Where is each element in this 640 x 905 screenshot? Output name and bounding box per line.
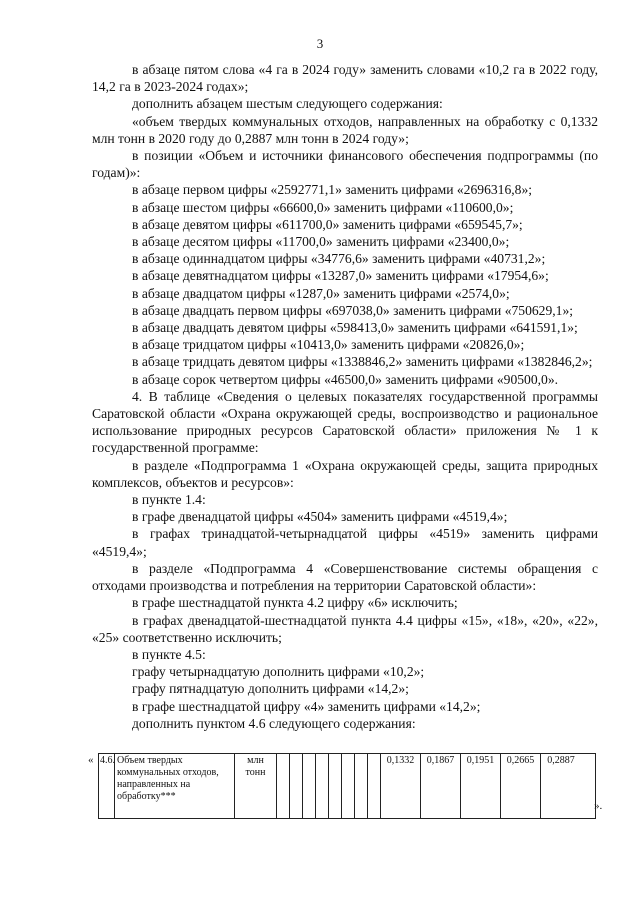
paragraph: графу четырнадцатую дополнить цифрами «10,2»;	[132, 664, 425, 680]
paragraph: графу пятнадцатую дополнить цифрами «14,2»;	[132, 681, 409, 697]
paragraph: в позиции «Объем и источники финансового обеспечения подпрограммы (по годам)»:	[92, 148, 598, 181]
table-cell-name: Объем твердых коммунальных отходов, направленных на обработку***	[115, 754, 235, 818]
paragraph: в абзаце тридцатом цифры «10413,0» заменить цифрами «20826,0»;	[132, 337, 525, 353]
table-cell-empty	[329, 754, 342, 818]
paragraph: в абзаце десятом цифры «11700,0» заменить цифрами «23400,0»;	[132, 234, 510, 250]
paragraph: в абзаце двадцать первом цифры «697038,0» заменить цифрами «750629,1»;	[132, 302, 574, 318]
paragraph: дополнить абзацем шестым следующего содержания:	[132, 96, 443, 112]
paragraph: в пункте 4.5:	[132, 646, 206, 662]
paragraph: в абзаце первом цифры «2592771,1» заменить цифрами «2696316,8»;	[132, 182, 533, 198]
paragraph: в абзаце девятнадцатом цифры «13287,0» заменить цифрами «17954,6»;	[132, 268, 549, 284]
table-cell-empty	[303, 754, 316, 818]
table-cell-value: 0,1332	[381, 754, 421, 818]
table-cell-value: 0,1867	[421, 754, 461, 818]
paragraph: в абзаце двадцать девятом цифры «598413,0» заменить цифрами «641591,1»;	[132, 320, 578, 336]
table-row	[98, 753, 596, 819]
table-cell-value: 0,2887	[547, 755, 575, 766]
table-cell-empty	[290, 754, 303, 818]
table-cell-empty	[316, 754, 329, 818]
table-cell-number: 4.6.	[99, 754, 115, 818]
paragraph: в пункте 1.4:	[132, 492, 206, 508]
table-cell-empty	[277, 754, 290, 818]
paragraph: в абзаце тридцать девятом цифры «1338846,2» заменить цифрами «1382846,2»;	[132, 354, 593, 370]
paragraph: в абзаце девятом цифры «611700,0» заменить цифрами «659545,7»;	[132, 216, 523, 232]
paragraph: «объем твердых коммунальных отходов, направленных на обработку с 0,1332 млн тонн в 2020 году до 0,2887 млн тонн в 2024 году»;	[92, 113, 598, 146]
table-cell-value: 0,2665	[501, 754, 541, 818]
table-cell-unit: млн тонн	[235, 754, 277, 818]
paragraph: в графах двенадцатой-шестнадцатой пункта 4.4 цифры «15», «18», «20», «22», «25» соответственно исключить;	[92, 612, 598, 645]
paragraph: в графе шестнадцатой цифру «4» заменить цифрами «14,2»;	[132, 698, 481, 714]
table-close-quote: ».	[594, 800, 603, 812]
paragraph: в графах тринадцатой-четырнадцатой цифры «4519» заменить цифрами «4519,4»;	[92, 526, 598, 559]
paragraph: в абзаце одиннадцатом цифры «34776,6» заменить цифрами «40731,2»;	[132, 251, 546, 267]
page-number: 3	[316, 36, 324, 51]
table-cell-empty	[368, 754, 381, 818]
table-open-quote: «	[88, 754, 94, 766]
paragraph: в абзаце шестом цифры «66600,0» заменить цифрами «110600,0»;	[132, 199, 514, 215]
table-cell-value: 0,1951	[461, 754, 501, 818]
paragraph: в разделе «Подпрограмма 4 «Совершенствование системы обращения с отходами производства и потребления на территории Саратовской области»:	[92, 560, 598, 594]
document-body	[92, 61, 598, 732]
paragraph: в графе шестнадцатой пункта 4.2 цифру «6» исключить;	[132, 595, 458, 611]
paragraph: 4. В таблице «Сведения о целевых показателях государственной программы Саратовской области «Охрана окружающей среды, воспроизводство и рациональное использование природных ресурсов Саратовской области» приложения № 1 к государственной программе:	[92, 388, 598, 456]
paragraph: в абзаце сорок четвертом цифры «46500,0» заменить цифрами «90500,0».	[132, 371, 559, 387]
paragraph: в абзаце двадцатом цифры «1287,0» заменить цифрами «2574,0»;	[132, 285, 510, 301]
paragraph: в разделе «Подпрограмма 1 «Охрана окружающей среды, защита природных комплексов, объектов и ресурсов»:	[92, 457, 598, 490]
paragraph: в абзаце пятом слова «4 га в 2024 году» заменить словами «10,2 га в 2022 году, 14,2 га в 2023-2024 годах»;	[92, 62, 598, 95]
table-cell-empty	[355, 754, 368, 818]
paragraph: дополнить пунктом 4.6 следующего содержания:	[132, 715, 416, 731]
paragraph: в графе двенадцатой цифры «4504» заменить цифрами «4519,4»;	[132, 509, 508, 525]
table-cell-empty	[342, 754, 355, 818]
